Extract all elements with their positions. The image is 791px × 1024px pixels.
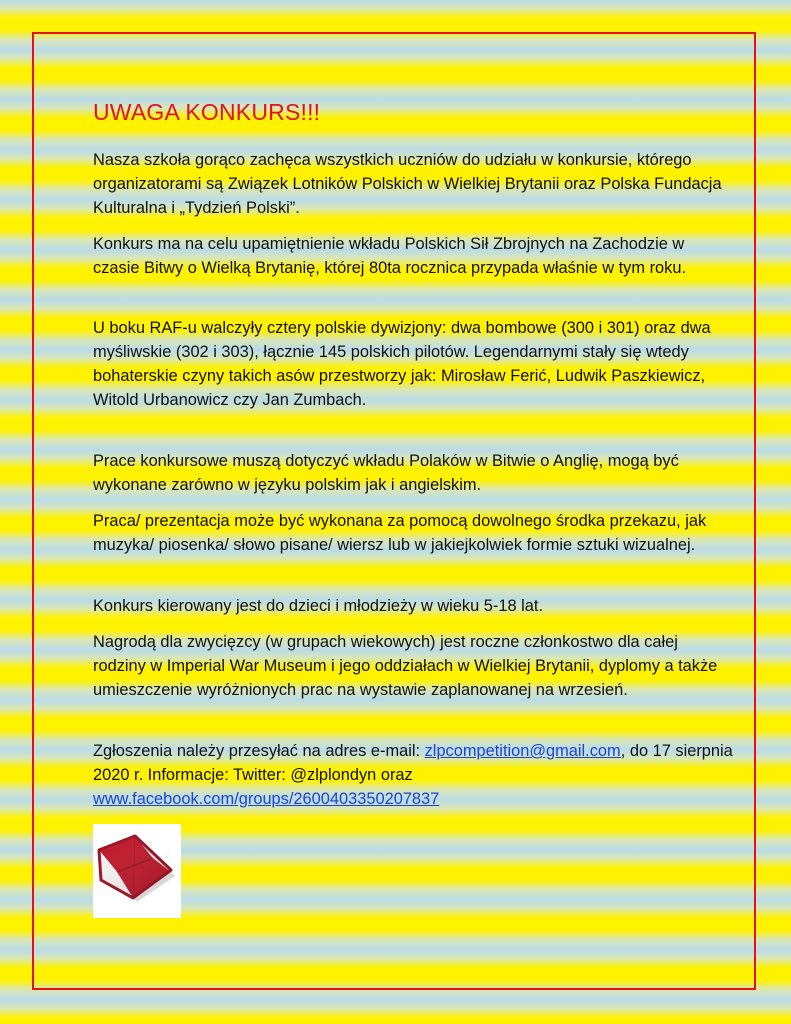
paragraph-prize: Nagrodą dla zwycięzcy (w grupach wiekowych) jest roczne członkostwo dla całej rodziny w Imperial War Museum i jego oddziałach w Wielkiej Brytanii, dyplomy a także umieszczenie wyróżnionych prac na wystawie zaplanowanej na wrzesień.: [93, 633, 718, 699]
email-link[interactable]: zlpcompetition@gmail.com: [424, 742, 621, 760]
paragraph-age: Konkurs kierowany jest do dzieci i młodzieży w wieku 5-18 lat.: [93, 597, 544, 615]
paragraph-requirements: Prace konkursowe muszą dotyczyć wkładu Polaków w Bitwie o Anglię, mogą być wykonane zarówno w języku polskim jak i angielskim.: [93, 452, 679, 494]
contact-middle: , do 17 sierpnia 2020 r. Informacje: Twitter: @zlplondyn oraz: [93, 742, 733, 784]
paragraph-purpose: Konkurs ma na celu upamiętnienie wkładu Polskich Sił Zbrojnych na Zachodzie w czasie Bitwy o Wielką Brytanię, której 80ta rocznica przypada właśnie w tym roku.: [93, 235, 687, 277]
polish-air-force-checkerboard-icon: [93, 824, 181, 918]
paragraph-contact: [93, 739, 733, 811]
paragraph-history: U boku RAF-u walczyły cztery polskie dywizjony: dwa bombowe (300 i 301) oraz dwa myśliwskie (302 i 303), łącznie 145 polskich pilotów. Legendarnymi stały się wtedy bohaterskie czyny takich asów przestworzy jak: Mirosław Ferić, Ludwik Paszkiewicz, Witold Urbanowicz czy Jan Zumbach.: [93, 319, 711, 409]
facebook-link[interactable]: www.facebook.com/groups/2600403350207837: [93, 790, 440, 808]
page-title: UWAGA KONKURS!!!: [93, 99, 321, 125]
paragraph-format: Praca/ prezentacja może być wykonana za pomocą dowolnego środka przekazu, jak muzyka/ piosenka/ słowo pisane/ wiersz lub w jakiejkolwiek formie sztuki wizualnej.: [93, 512, 707, 554]
contact-intro: Zgłoszenia należy przesyłać na adres e-mail:: [93, 742, 425, 760]
paragraph-intro: Nasza szkoła gorąco zachęca wszystkich uczniów do udziału w konkursie, którego organizatorami są Związek Lotników Polskich w Wielkiej Brytanii oraz Polska Fundacja Kulturalna i „Tydzień Polski”.: [93, 151, 722, 217]
